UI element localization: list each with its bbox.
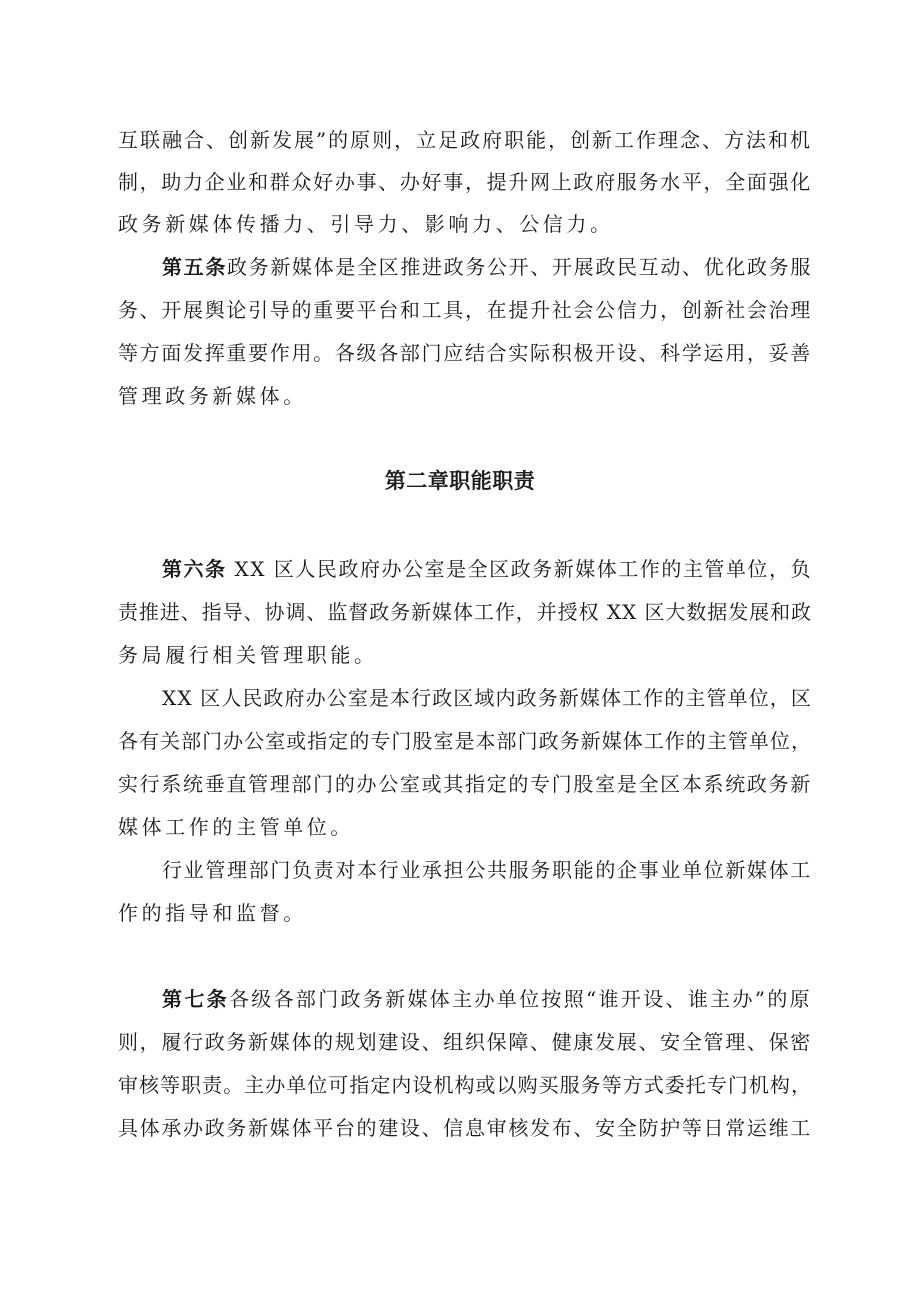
para-c-line-2: 作的指导和监督。 — [118, 901, 307, 925]
article-6-line-1-text: XX 区人民政府办公室是全区政务新媒体工作的主管单位，负 — [226, 557, 812, 581]
para-b-line-2: 各有关部门办公室或指定的专门股室是本部门政务新媒体工作的主管单位， — [118, 729, 812, 753]
chapter-title: 第二章职能职责 — [384, 469, 536, 493]
article-5-line-1 — [162, 253, 862, 281]
article-5-line-4: 管理政务新媒体。 — [118, 384, 307, 408]
article-5-line-3: 等方面发挥重要作用。各级各部门应结合实际积极开设、科学运用，妥善 — [118, 341, 812, 365]
article-6-label: 第六条 — [162, 557, 227, 581]
para-b-line-1: XX 区人民政府办公室是本行政区域内政务新媒体工作的主管单位，区 — [162, 686, 812, 710]
article-6-line-1 — [162, 555, 862, 583]
para-a-line-2: 制，助力企业和群众好办事、办好事，提升网上政府服务水平，全面强化 — [118, 170, 812, 194]
article-7-label: 第七条 — [162, 987, 229, 1011]
article-5-line-1-text: 政务新媒体是全区推进政务公开、开展政民互动、优化政务服 — [227, 255, 812, 279]
para-b-line-3: 实行系统垂直管理部门的办公室或其指定的专门股室是全区本系统政务新 — [118, 772, 812, 796]
para-a-line-3: 政务新媒体传播力、引导力、影响力、公信力。 — [118, 212, 614, 236]
article-5-label: 第五条 — [162, 255, 227, 279]
article-6-line-3: 务局履行相关管理职能。 — [118, 643, 378, 667]
article-7-line-3: 审核等职责。主办单位可指定内设机构或以购买服务等方式委托专门机构， — [118, 1073, 812, 1097]
article-7-line-2: 则，履行政务新媒体的规划建设、组织保障、健康发展、安全管理、保密 — [118, 1030, 812, 1054]
article-7-line-1 — [162, 985, 862, 1013]
article-7-line-4: 具体承办政务新媒体平台的建设、信息审核发布、安全防护等日常运维工 — [118, 1116, 812, 1140]
article-6-line-2: 责推进、指导、协调、监督政务新媒体工作，并授权 XX 区大数据发展和政 — [118, 600, 812, 624]
para-b-line-4: 媒体工作的主管单位。 — [118, 815, 354, 839]
para-c-line-1: 行业管理部门负责对本行业承担公共服务职能的企事业单位新媒体工 — [162, 858, 812, 882]
article-7-line-1-text: 各级各部门政务新媒体主办单位按照“谁开设、谁主办”的原 — [228, 987, 812, 1011]
article-5-line-2: 务、开展舆论引导的重要平台和工具，在提升社会公信力，创新社会治理 — [118, 298, 812, 322]
para-a-line-1: 互联融合、创新发展”的原则，立足政府职能，创新工作理念、方法和机 — [118, 128, 812, 152]
